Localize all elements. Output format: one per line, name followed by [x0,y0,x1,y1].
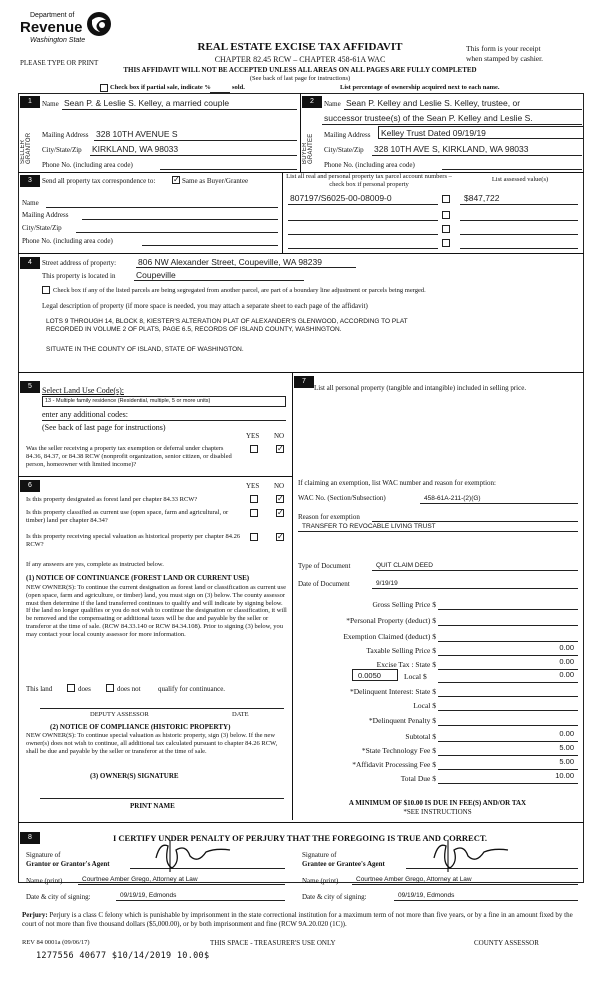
segregation-label: Check box if any of the listed parcels are being segregated from another parcel, are part of a boundary line adjustment or parcels being merged. [53,287,426,294]
s6-q2-no[interactable]: ✓ [277,508,284,517]
total-value[interactable]: 10.00 [555,771,574,780]
grantee-sig-line1: Signature of [302,851,337,859]
delinquent-penalty-label: *Delinquent Penalty $ [368,716,436,725]
treasurer-use: THIS SPACE - TREASURER'S USE ONLY [210,939,336,947]
send-correspondence-label: Send all property tax correspondence to: [42,177,156,185]
parcel-3-checkbox[interactable] [442,225,450,233]
compliance-text: NEW OWNER(S): To continue special valuation as historic property, sign (3) below. If the new owner(s) does not wish to continue, all additional tax calculated pursuant to chapter 84.26 RCW, shall be due and payable by the seller or transferor at the time of sale. [26,732,278,755]
wac-number[interactable]: 458-61A-211-(2)(G) [424,495,481,502]
buyer-city[interactable]: 328 10TH AVE S, KIRKLAND, WA 98033 [374,144,529,154]
print-name-label: PRINT NAME [130,802,175,810]
local-label: Local $ [404,672,427,681]
s6-q2: Is this property classified as current use (open space, farm and agricultural, or timber) land per chapter 84.34? [26,509,229,524]
additional-codes-label: enter any additional codes: [42,410,128,419]
subtotal-value[interactable]: 0.00 [559,729,574,738]
buyer-mailing-label: Mailing Address [324,131,371,139]
perjury-label: Perjury: [22,911,48,919]
seller-name-label: Name [42,100,59,108]
s6-yes: YES [246,482,260,490]
does-label: does [78,685,91,693]
form-warning: THIS AFFIDAVIT WILL NOT BE ACCEPTED UNLESS ALL AREAS ON ALL PAGES ARE FULLY COMPLETED [123,66,477,74]
s5-no: NO [274,432,285,440]
partial-sale-label: Check box if partial sale, indicate % [110,84,211,91]
buyer-name-line1[interactable]: Sean P. Kelley and Leslie S. Kelley, trustee, or [346,98,521,108]
tech-fee-label: *State Technology Fee $ [361,746,436,755]
corr-city-label: City/State/Zip [22,224,62,232]
land-use-value[interactable]: 13 - Multiple family residence (Residential, multiple, 5 or more units) [45,398,211,404]
corr-name-label: Name [22,199,39,207]
legal-line3[interactable]: SITUATE IN THE COUNTY OF ISLAND, STATE OF WASHINGTON. [46,346,244,353]
s6-q3: Is this property receiving special valuation as historical property per chapter 84.26 RCW? [26,533,241,548]
grantor-sig-line1: Signature of [26,851,61,859]
doc-date[interactable]: 9/19/19 [376,580,398,587]
corr-mailing-label: Mailing Address [22,211,69,219]
grantor-date[interactable]: 09/19/19, Edmonds [120,892,177,899]
s6-q1: Is this property designated as forest land per chapter 84.33 RCW? [26,496,198,503]
buyer-city-label: City/State/Zip [324,146,364,154]
s6-q2-yes[interactable] [250,509,258,517]
exemption-claim-label: If claiming an exemption, list WAC number and reason for exemption: [298,479,496,487]
partial-sale-checkbox[interactable] [100,84,108,92]
delinquent-state-label: *Delinquent Interest: State $ [349,687,436,696]
please-type: PLEASE TYPE OR PRINT [20,59,99,67]
grantee-signature-icon [424,838,514,874]
delinquent-local-label: Local $ [413,701,436,710]
if-yes-label: If any answers are yes, complete as instructed below. [26,561,164,568]
street-label: Street address of property: [42,259,117,267]
form-subtitle: CHAPTER 82.45 RCW – CHAPTER 458-61A WAC [214,55,386,64]
perjury-text: Perjury is a class C felony which is punishable by imprisonment in the state correctional institution for a maximum term of not more than five years, or by a fine in an amount fixed by the court of not more than five thousand dollars ($5,000.00), or by both imprisonment and fine (RCW 9A.20.020 (1C)). [22,911,573,928]
seller-city-label: City/State/Zip [42,146,82,154]
sold-label: sold. [232,84,245,91]
seller-phone-label: Phone No. (including area code) [42,161,133,169]
s6-q1-yes[interactable] [250,495,258,503]
assessed-header: List assessed value(s) [491,176,549,183]
subtotal-label: Subtotal $ [405,732,436,741]
parcel-1-checkbox[interactable] [442,195,450,203]
grantee-sig-line2: Grantee or Grantee's Agent [302,860,385,868]
s6-q3-yes[interactable] [250,533,258,541]
local-value[interactable]: 0.00 [559,670,574,679]
local-rate[interactable]: 0.0050 [358,671,381,680]
personal-deduct-label: *Personal Property (deduct) $ [346,616,436,625]
tech-fee-value[interactable]: 5.00 [559,743,574,752]
gross-label: Gross Selling Price $ [372,600,436,609]
taxable-value[interactable]: 0.00 [559,643,574,652]
cashier-stamp: 1277556 40677 $10/14/2019 10.00$ [36,951,210,961]
seller-side-label: SELLER GRANTOR [20,132,32,164]
wac-label: WAC No. (Section/Subsection) [298,494,386,502]
dept-line3: Washington State [30,37,86,44]
affidavit-fee-label: *Affidavit Processing Fee $ [352,760,436,769]
located-in[interactable]: Coupeville [136,270,176,280]
form-title: REAL ESTATE EXCISE TAX AFFIDAVIT [197,41,403,53]
same-as-buyer-label: Same as Buyer/Grantee [182,177,249,185]
section-2-number: 2 [302,96,322,108]
seller-mailing[interactable]: 328 10TH AVENUE S [96,129,178,139]
section-8-number: 8 [20,832,40,844]
revenue-logo [18,10,118,52]
s5-no-checkbox[interactable]: ✓ [277,444,284,453]
parcel-header: List all real and personal property tax parcel account numbers – check box if personal property [286,173,452,188]
personal-property-label: List all personal property (tangible and intangible) included in selling price. [314,384,527,392]
doc-type-label: Type of Document [298,562,351,570]
receipt-line1: This form is your receipt [466,44,541,53]
compliance-title: (2) NOTICE OF COMPLIANCE (HISTORIC PROPERTY) [50,723,231,731]
see-back-header: (See back of last page for instructions) [249,75,351,82]
exemption-question: Was the seller receiving a property tax exemption or deferral under chapters 84.36, 84.37, or 84.38 RCW (nonprofit organization, senior citizen, or disabled person, homeowner with limited income)? [26,445,232,468]
rev-number: REV 84 0001a (09/06/17) [22,939,90,946]
exemption-claimed-label: Exemption Claimed (deduct) $ [343,632,436,641]
minimum-line1: A MINIMUM OF $10.00 IS DUE IN FEE(S) AND/OR TAX [348,799,527,807]
seller-mailing-label: Mailing Address [42,131,89,139]
seller-city[interactable]: KIRKLAND, WA 98033 [92,144,179,154]
grantor-date-label: Date & city of signing: [26,893,91,901]
taxable-label: Taxable Selling Price $ [366,646,436,655]
minimum-line2: *SEE INSTRUCTIONS [403,808,472,816]
owner-signature-label: (3) OWNER(S) SIGNATURE [90,772,179,780]
certify-statement: I CERTIFY UNDER PENALTY OF PERJURY THAT THE FOREGOING IS TRUE AND CORRECT. [112,833,487,843]
doc-date-label: Date of Document [298,580,350,588]
buyer-side-label: BUYER GRANTEE [302,133,314,164]
does-not-label: does not [117,685,141,693]
does-not-checkbox[interactable] [106,684,114,692]
perjury-notice [22,911,582,929]
grantor-print-name[interactable]: Courtnee Amber Grego, Attorney at Law [82,876,198,883]
continuance-text: NEW OWNER(S): To continue the current designation as forest land or classification as current use (open space, farm and agriculture, or timber) land, you must sign on (3) below. The county assessor must then determine if the land transferred continues to qualify and will indicate by signing below. If the land no longer qualifies or you do not wish to continue the designation or classification, it will be removed and the compensating or additional taxes will be due and payable by the seller or transferor at the time of sale. (RCW 84.33.140 or RCW 84.34.108). Prior to signing (3) below, you may contact your local county assessor for more information. [26,584,287,638]
dept-line2: Revenue [20,19,83,36]
deputy-assessor-label: DEPUTY ASSESSOR [90,711,149,718]
date-label: DATE [232,711,249,718]
grantor-name-label: Name (print) [26,877,63,885]
continuance-title: (1) NOTICE OF CONTINUANCE (FOREST LAND OR CURRENT USE) [26,574,250,582]
wa-logo-icon [86,10,112,38]
section-1-number: 1 [20,96,40,108]
buyer-mailing[interactable]: Kelley Trust Dated 09/19/19 [381,128,486,138]
street-address[interactable]: 806 NW Alexander Street, Coupeville, WA 98239 [138,257,322,267]
segregation-checkbox[interactable] [42,286,50,294]
land-use-label: Select Land Use Code(s): [42,386,124,395]
buyer-name-line2[interactable]: successor trustee(s) of the Sean P. Kelley and Leslie S. [324,113,533,123]
qualify-label: qualify for continuance. [158,685,226,693]
same-as-buyer-checkbox[interactable]: ✓ [173,175,180,184]
section-5-number: 5 [20,381,40,393]
section-3-number: 3 [20,175,40,187]
buyer-phone-label: Phone No. (including area code) [324,161,415,169]
reason-label: Reason for exemption [298,513,360,521]
corr-phone-label: Phone No. (including area code) [22,237,113,245]
parcel-number[interactable]: 807197/S6025-00-08009-0 [290,193,392,203]
legal-line1[interactable]: LOTS 9 THROUGH 14, BLOCK 8, KIESTER'S ALTERATION PLAT OF ALEXANDER'S GLENWOOD, ACCORDING TO PLAT [46,318,408,325]
section-4-number: 4 [20,257,40,269]
grantee-date[interactable]: 09/19/19, Edmonds [398,892,455,899]
s5-yes-checkbox[interactable] [250,445,258,453]
assessed-value[interactable]: $847,722 [464,193,500,203]
grantee-print-name[interactable]: Courtnee Amber Grego, Attorney at Law [356,876,472,883]
excise-state-label: Excise Tax : State $ [376,660,436,669]
s6-q3-no[interactable]: ✓ [277,532,284,541]
dept-line1: Department of [30,12,75,19]
doc-type[interactable]: QUIT CLAIM DEED [376,562,433,569]
s6-q1-no[interactable]: ✓ [277,494,284,503]
this-land-label: This land [26,685,53,693]
county-assessor: COUNTY ASSESSOR [474,939,539,947]
grantor-sig-line2: Grantor or Grantor's Agent [26,860,110,868]
grantee-date-label: Date & city of signing: [302,893,367,901]
see-back-5: (See back of last page for instructions) [42,423,166,432]
legal-label: Legal description of property (if more space is needed, you may attach a separate sheet to each page of the affidavit) [42,302,368,310]
grantee-name-label: Name (print) [302,877,339,885]
section-6-number: 6 [20,480,40,492]
total-label: Total Due $ [400,774,436,783]
buyer-name-label: Name [324,100,341,108]
s5-yes: YES [246,432,260,440]
receipt-line2: when stamped by cashier. [466,54,544,63]
legal-line2[interactable]: RECORDED IN VOLUME 2 OF PLATS, PAGE 6.5, RECORDS OF ISLAND COUNTY, WASHINGTON. [46,326,342,333]
does-checkbox[interactable] [67,684,75,692]
seller-name[interactable]: Sean P. & Leslie S. Kelley, a married couple [64,98,230,108]
affidavit-fee-value[interactable]: 5.00 [559,757,574,766]
parcel-2-checkbox[interactable] [442,211,450,219]
reason-value[interactable]: TRANSFER TO REVOCABLE LIVING TRUST [302,523,436,530]
s6-no: NO [274,482,285,490]
parcel-4-checkbox[interactable] [442,239,450,247]
section-7-number: 7 [294,376,314,388]
grantor-signature-icon [146,838,236,874]
located-label: This property is located in [42,272,116,280]
excise-state-value[interactable]: 0.00 [559,657,574,666]
ownership-label: List percentage of ownership acquired next to each name. [340,84,500,91]
